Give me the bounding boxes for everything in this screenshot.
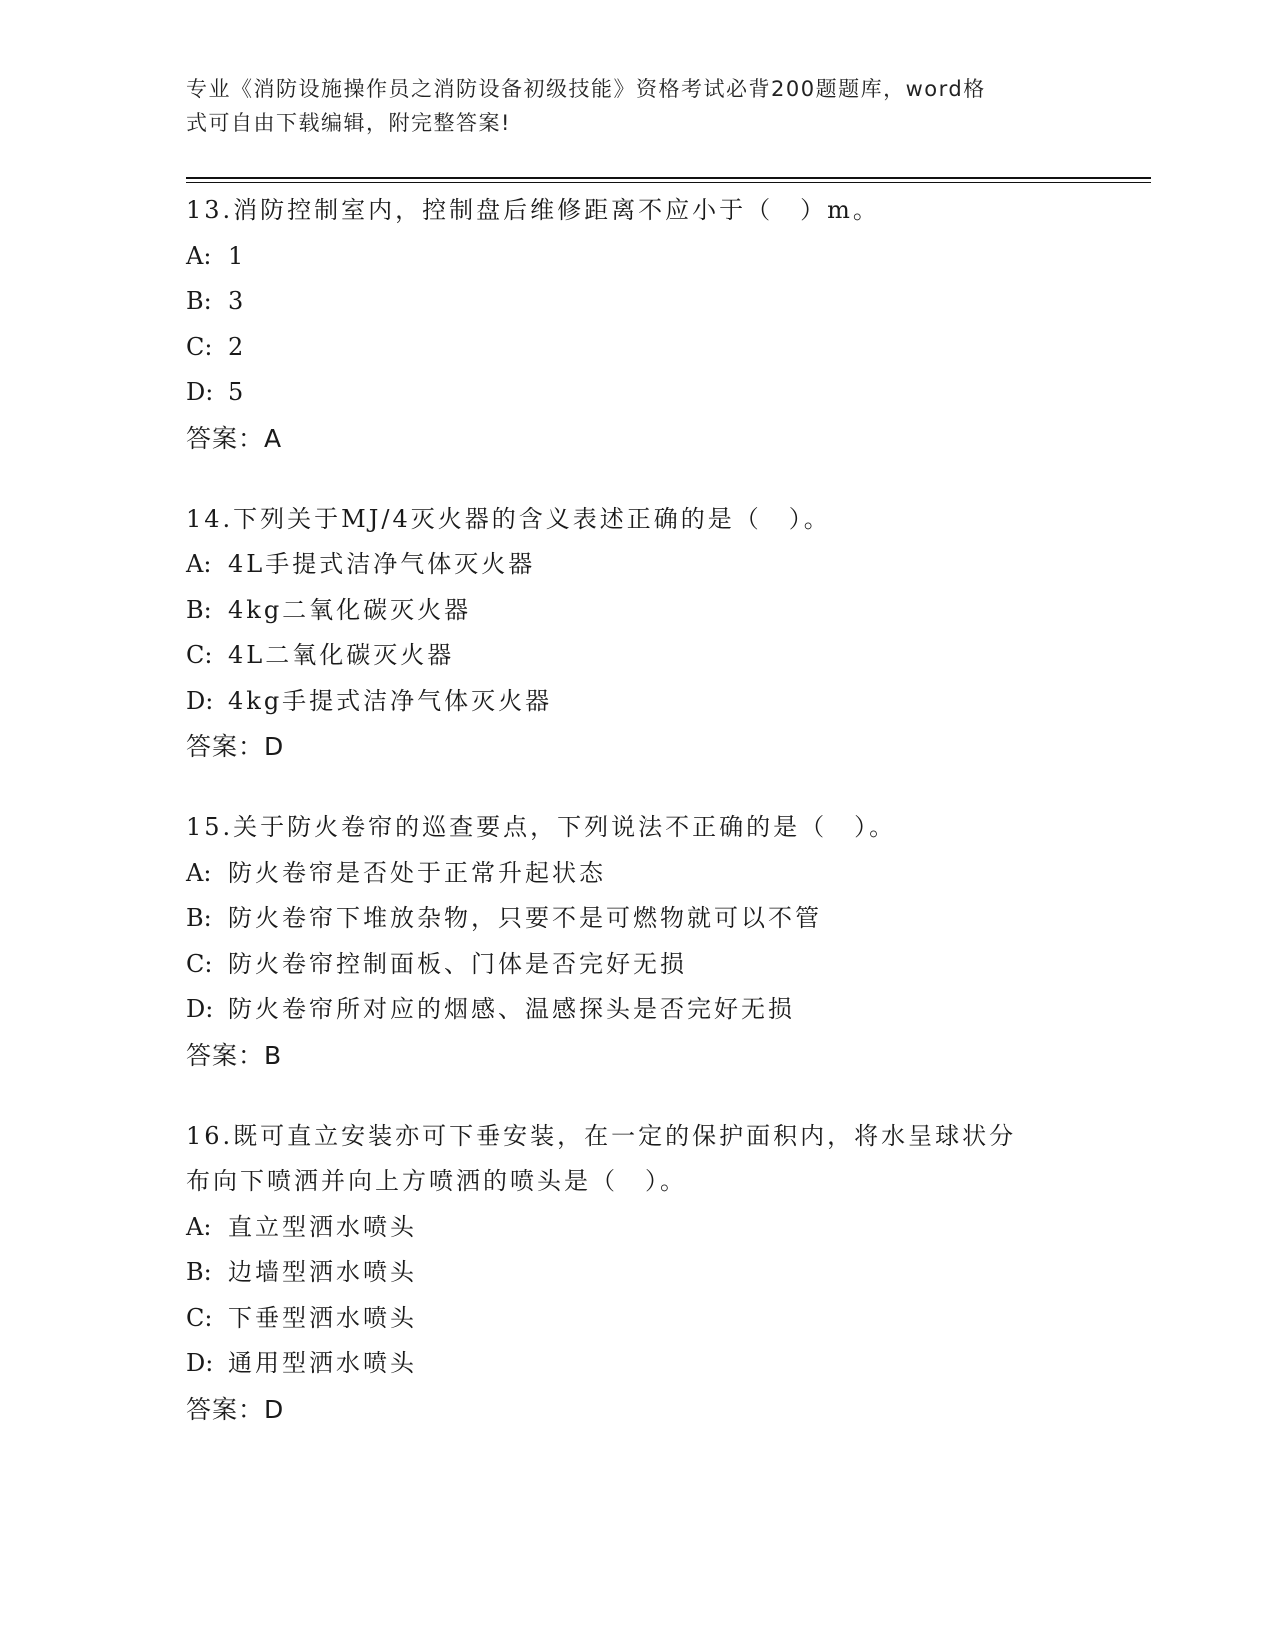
option-c [186,325,1106,371]
option-b [186,279,1106,325]
option-letter: C: [186,332,213,361]
option-letter: B: [186,287,212,315]
document-header [186,72,1066,140]
question-13 [186,188,1106,462]
question-stem: 13.消防控制室内，控制盘后维修距离不应小于（ ）m。 [186,196,880,224]
option-text: 边墙型洒水喷头 [228,1258,417,1286]
question-15 [186,805,1106,1079]
option-text: 防火卷帘是否处于正常升起状态 [228,858,606,887]
option-letter: D: [186,995,214,1023]
option-c [186,633,1106,679]
option-letter: A: [186,858,212,887]
option-d [186,987,1106,1033]
option-text: 防火卷帘所对应的烟感、温感探头是否完好无损 [228,995,795,1023]
option-text: 4kg手提式洁净气体灭火器 [228,686,553,715]
option-b [186,588,1106,634]
option-letter: B: [186,595,212,624]
option-letter: A: [186,1212,212,1241]
option-text: 1 [228,241,247,270]
option-text: 通用型洒水喷头 [228,1349,417,1377]
option-text: 4L二氧化碳灭火器 [228,641,455,669]
question-stem: 15.关于防火卷帘的巡查要点，下列说法不正确的是（ ）。 [186,813,897,841]
option-a [186,1205,1106,1251]
option-text: 防火卷帘控制面板、门体是否完好无损 [228,949,687,978]
option-a [186,542,1106,588]
answer-line: 答案：D [186,732,285,761]
option-letter: A: [186,550,212,578]
option-text: 直立型洒水喷头 [228,1212,417,1241]
question-14 [186,497,1106,771]
option-letter: C: [186,949,213,978]
option-letter: C: [186,1303,213,1332]
option-c [186,1296,1106,1342]
question-list [186,188,1106,1468]
option-letter: A: [186,241,212,270]
option-text: 4kg二氧化碳灭火器 [228,595,472,624]
option-text: 3 [228,287,247,315]
question-stem-continued: 布向下喷洒并向上方喷洒的喷头是（ ）。 [186,1167,687,1195]
option-c [186,942,1106,988]
header-divider-thick [186,177,1151,179]
answer-line: 答案：B [186,1040,283,1070]
option-d [186,1341,1106,1387]
question-stem: 16.既可直立安装亦可下垂安装，在一定的保护面积内，将水呈球状分 [186,1121,1017,1150]
option-text: 4L手提式洁净气体灭火器 [228,550,536,578]
option-b [186,896,1106,942]
option-b [186,1250,1106,1296]
answer-line: 答案：A [186,423,283,453]
option-d [186,370,1106,416]
option-a [186,851,1106,897]
answer-line: 答案：D [186,1394,285,1424]
option-text: 5 [228,378,247,406]
question-stem: 14.下列关于MJ/4灭火器的含义表述正确的是（ ）。 [186,504,831,533]
option-a [186,234,1106,280]
option-letter: D: [186,378,214,406]
option-text: 下垂型洒水喷头 [228,1303,417,1332]
option-text: 2 [228,332,247,361]
option-d [186,679,1106,725]
question-16 [186,1114,1106,1433]
header-line-1: 专业《消防设施操作员之消防设备初级技能》资格考试必背200题题库，word格 [186,77,986,101]
option-text: 防火卷帘下堆放杂物，只要不是可燃物就可以不管 [228,904,822,932]
option-letter: D: [186,686,214,715]
option-letter: B: [186,1258,212,1286]
option-letter: D: [186,1349,214,1377]
option-letter: B: [186,904,212,932]
option-letter: C: [186,641,213,669]
header-line-2: 式可自由下载编辑，附完整答案! [186,111,511,135]
header-divider-thin [186,182,1151,183]
